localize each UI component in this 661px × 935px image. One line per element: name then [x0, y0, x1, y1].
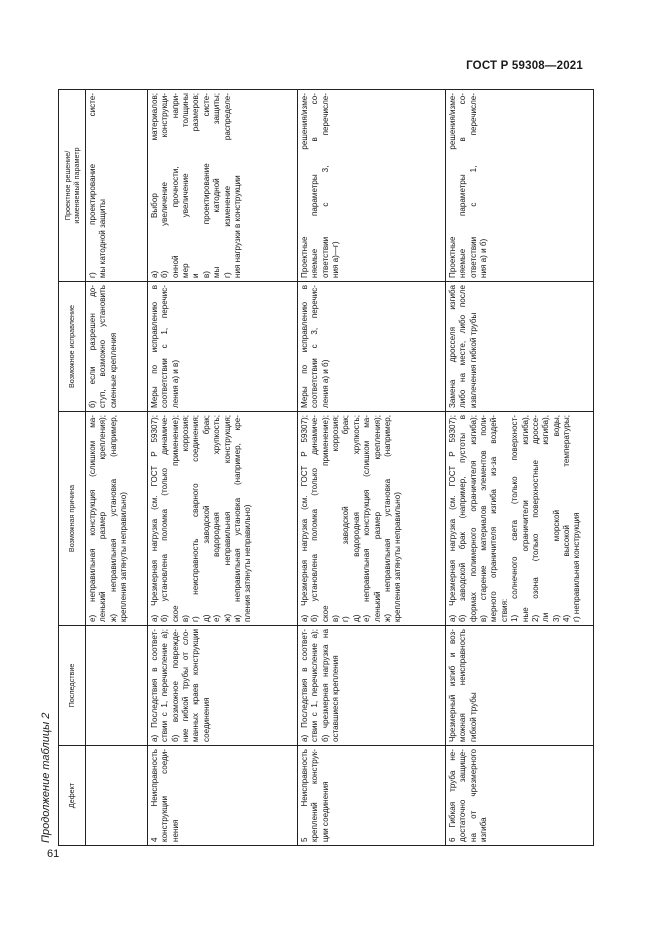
- cell-text-line: и размеров;: [191, 93, 201, 278]
- cell-text-line: 2) озона (только поверхностные дроссе-: [530, 415, 540, 622]
- cell-text-line: ствии с 1, перечисление а);: [310, 629, 320, 742]
- cell-text-line: на от чрезмерного: [468, 749, 478, 842]
- table-row: [446, 90, 594, 846]
- cell-text-line: няемые параметры в со-: [310, 93, 320, 278]
- cell-text-line: ствия:: [499, 598, 509, 622]
- cell-text-line: мы катодной защиты;: [212, 93, 222, 278]
- cell-text-line: соединения: [201, 697, 211, 742]
- cell-text-line: в) старение материалов элементов поли-: [479, 415, 489, 622]
- table-cell-consequence: [446, 626, 594, 746]
- cell-text-line: 3) морской воды,: [551, 415, 561, 622]
- page-number: 61: [47, 848, 60, 860]
- table-cell-consequence: [148, 626, 298, 746]
- cell-text-line: 1) солнечного света (только поверхност-: [510, 415, 520, 622]
- cell-text-line: е) неправильная конструкция (слишком ма-: [88, 415, 97, 622]
- column-header-cause: Возможная причина: [59, 412, 86, 626]
- table-row: [298, 90, 446, 846]
- cell-text-line: д) водородная хрупкость;: [351, 415, 361, 622]
- cell-text-line: мерного ограничителя изгиба из-за воздей-: [489, 415, 499, 622]
- cell-text-line: г) неправильная конструкция: [572, 512, 582, 622]
- cell-text-line: б) увеличение конструкци-: [160, 93, 170, 278]
- cell-text-line: б) чрезмерная нагрузка на: [320, 629, 330, 742]
- cell-text-line: сменные крепления: [108, 332, 118, 408]
- cell-text-line: извлечения гибкой трубы: [468, 312, 478, 408]
- cell-text-line: Проектные решения/изме-: [448, 93, 457, 278]
- cell-text-line: креплений конструк-: [310, 749, 320, 842]
- cell-text-line: 5 Неисправность: [300, 749, 309, 842]
- column-header-defect: Дефект: [59, 746, 86, 846]
- cell-text-line: онной прочности, напри-: [170, 93, 180, 278]
- table-cell-cause: [446, 412, 594, 626]
- table-caption: Продолжение таблицы 2: [40, 712, 52, 843]
- cell-text-line: оставшиеся крепления: [331, 655, 341, 742]
- cell-text-line: 4 Неисправность: [150, 749, 159, 842]
- cell-text-line: ответствии с 3, перечисле-: [320, 93, 330, 278]
- rotated-table-container: [58, 90, 588, 846]
- cell-text-line: ж) неправильная установка (например,: [382, 415, 392, 622]
- cell-text-line: в) проектирование систе-: [201, 93, 211, 278]
- column-header-consequence: Последствие: [59, 626, 86, 746]
- table-cell-solution: [148, 90, 298, 282]
- cell-text-line: соответствии с 3, перечис-: [310, 285, 320, 408]
- cell-text-line: ния а) и б): [479, 238, 489, 278]
- table-row: [86, 90, 148, 846]
- cell-text-line: достаточно защище-: [458, 749, 468, 842]
- cell-text-line: б) установлена поломка (только динамиче-: [160, 415, 170, 622]
- cell-text-line: е) неправильная конструкция (слишком ма-: [362, 415, 372, 622]
- cell-text-line: а) Выбор материалов;: [150, 93, 159, 278]
- cell-text-line: ние гибкой трубы от сло-: [181, 629, 191, 742]
- cell-text-line: крепления затянуты неправильно): [393, 492, 403, 622]
- cell-text-line: ли изгиба),: [541, 415, 551, 622]
- table-cell-fix: [148, 282, 298, 412]
- cell-text-line: а) Чрезмерная нагрузка (см. ГОСТ Р 59307);: [448, 415, 457, 622]
- table-cell-cause: [298, 412, 446, 626]
- cell-text-line: в) коррозия;: [331, 415, 341, 622]
- table-cell-solution: [86, 90, 148, 282]
- cell-text-line: ния а)—г): [331, 241, 341, 278]
- cell-text-line: ское применение);: [320, 415, 330, 622]
- cell-text-line: ные ограничители изгиба),: [520, 415, 530, 622]
- cell-text-line: д) заводской брак;: [201, 415, 211, 622]
- table-cell-fix: [446, 282, 594, 412]
- cell-text-line: Замена дросселя изгиба: [448, 285, 457, 408]
- cell-text-line: ответствии с 1, перечисле-: [468, 93, 478, 278]
- cell-text-line: крепления затянуты неправильно): [119, 492, 129, 622]
- cell-text-line: е) водородная хрупкость;: [212, 415, 222, 622]
- cell-text-line: б) если разрешен до-: [88, 285, 97, 408]
- table-body: [86, 90, 594, 846]
- cell-text-line: б) установлена поломка (только динамиче-: [310, 415, 320, 622]
- cell-text-line: формах полимерного ограничителя изгиба);: [468, 415, 478, 622]
- cell-text-line: и) неправильная установка (например, кре-: [232, 415, 242, 622]
- cell-text-line: ления а) и б): [320, 359, 330, 408]
- cell-text-line: Меры по исправлению в: [300, 285, 309, 408]
- cell-text-line: 4) высокой температуры;: [561, 415, 571, 622]
- cell-text-line: манных краев конструкции: [191, 629, 201, 742]
- cell-text-line: а) Последствия в соответ-: [150, 629, 159, 742]
- cell-text-line: ния нагрузки в конструкции: [232, 175, 242, 278]
- cell-text-line: либо на месте, либо после: [458, 285, 468, 408]
- table-cell-defect: [446, 746, 594, 846]
- cell-text-line: а) Последствия в соответ-: [300, 629, 309, 742]
- cell-text-line: конструкции соеди-: [160, 749, 170, 842]
- table-cell-solution: [446, 90, 594, 282]
- table-cell-defect: [148, 746, 298, 846]
- cell-text-line: ское применение);: [170, 415, 180, 622]
- table-cell-cause: [86, 412, 148, 626]
- table-cell-fix: [86, 282, 148, 412]
- column-header-solution-line-2: изменяемый параметр: [72, 147, 81, 224]
- table-cell-solution: [298, 90, 446, 282]
- table-cell-defect: [298, 746, 446, 846]
- cell-text-line: ступ, возможно установить: [98, 285, 108, 408]
- table-cell-consequence: [86, 626, 148, 746]
- table-header-row: [59, 90, 86, 846]
- cell-text-line: ленький размер крепления);: [372, 415, 382, 622]
- table-row: [148, 90, 298, 846]
- cell-text-line: пления затянуты неправильно): [243, 504, 253, 622]
- cell-text-line: няемые параметры в со-: [458, 93, 468, 278]
- cell-text-line: б) заводской брак (например, пустоты в: [458, 415, 468, 622]
- cell-text-line: г) проектирование систе-: [88, 93, 97, 278]
- cell-text-line: ж) неправильная конструкция;: [222, 415, 232, 622]
- table-cell-defect: [86, 746, 148, 846]
- cell-text-line: г) неисправность сварного соединения;: [191, 415, 201, 622]
- cell-text-line: Меры по исправлению в: [150, 285, 159, 408]
- column-header-solution: [59, 90, 86, 282]
- cell-text-line: г) заводской брак;: [341, 415, 351, 622]
- table-cell-fix: [298, 282, 446, 412]
- cell-text-line: можная неисправность: [458, 629, 468, 742]
- document-header: ГОСТ Р 59308—2021: [466, 60, 583, 72]
- cell-text-line: б) возможное поврежде-: [170, 629, 180, 742]
- cell-text-line: ления а) и в): [170, 359, 180, 408]
- cell-text-line: Чрезмерный изгиб и воз-: [448, 629, 457, 742]
- table-cell-consequence: [298, 626, 446, 746]
- cell-text-line: соответствии с 1, перечис-: [160, 285, 170, 408]
- table-cell-cause: [148, 412, 298, 626]
- cell-text-line: гибкой трубы: [468, 692, 478, 742]
- cell-text-line: а) Чрезмерная нагрузка (см. ГОСТ Р 59307);: [150, 415, 159, 622]
- cell-text-line: Проектные решения/изме-: [300, 93, 309, 278]
- cell-text-line: мер увеличение толщины: [181, 93, 191, 278]
- defects-table: [58, 89, 594, 846]
- cell-text-line: а) Чрезмерная нагрузка (см. ГОСТ Р 59307);: [300, 415, 309, 622]
- column-header-fix: Возможное исправление: [59, 282, 86, 412]
- cell-text-line: 6 Гибкая труба не-: [448, 749, 457, 842]
- cell-text-line: изгиба: [479, 817, 489, 842]
- cell-text-line: ж) неправильная установка (например,: [108, 415, 118, 622]
- column-header-solution-line-1: Проектное решение/: [62, 150, 72, 221]
- cell-text-line: г) изменение распределе-: [222, 93, 232, 278]
- cell-text-line: ствии с 1, перечисление а);: [160, 629, 170, 742]
- cell-text-line: ленький размер крепления);: [98, 415, 108, 622]
- cell-text-line: мы катодной защиты: [98, 199, 108, 278]
- cell-text-line: в) коррозия;: [181, 415, 191, 622]
- cell-text-line: ции соединения: [320, 781, 330, 842]
- cell-text-line: нения: [170, 819, 180, 842]
